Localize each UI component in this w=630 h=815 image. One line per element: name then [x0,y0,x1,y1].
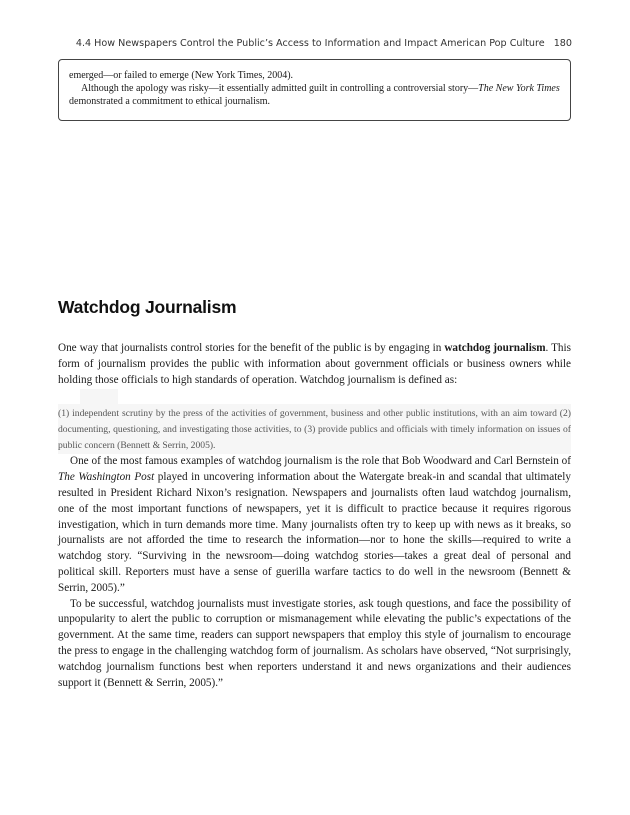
paragraph-intro [58,341,571,388]
section-title: Watchdog Journalism [58,297,237,317]
running-header [76,38,572,49]
definition-text: (1) independent scrutiny by the press of the activities of government, business and other public institutions, with an aim toward (2) documenting, questioning, and investigating those activities, to (3) provide publics and officials with timely information on issues of public concern (Bennett & Serrin, 2005). [58,408,571,452]
watergate-text: One of the most famous examples of watchdog journalism is the role that Bob Woodward and Carl Bernstein of [70,455,571,468]
callout-line: emerged—or failed to emerge (New York Times, 2004). [69,70,294,81]
body-text [58,341,571,691]
callout-text-end: demonstrated a commitment to ethical journalism. [69,96,271,108]
callout-italic: The New York Times [478,83,560,95]
key-term: watchdog journalism [444,342,546,354]
definition-quote [58,404,571,454]
intro-text: One way that journalists control stories for the benefit of the public is by engaging in [58,342,445,354]
intro-text-end: . This form of journalism provides the public with information about government officials or business owners while holding those officials to high standards of operation. Watchdog journalism is defined as: [58,342,571,386]
paragraph-success: To be successful, watchdog journalists must investigate stories, ask tough questions, and face the possibility of unpopularity to alert the public to corruption or mismanagement while elevating the public’s expectations of the government. At the same time, readers can support newspapers that employ this style of journalism to encourage the press to engage in the challenging watchdog form of journalism. As scholars have observed, “Not surprisingly, watchdog journalism functions best when reporters understand it and news organizations and their audiences support it (Bennett & Serrin, 2005).” [58,597,571,689]
paragraph-watergate [58,454,571,596]
watergate-text-end: played in uncovering information about the Watergate break-in and scandal that ultimately resulted in President Richard Nixon’s resignation. Newspapers and journalists often laud watchdog journalism, one of the most important functions of newspapers, yet it is difficult to practice because it requires rigorous investigation, which in turn demands more time. Many journalists often try to keep up with news as it breaks, so journalists are not afforded the time to research the information—nor to hone the skills—required to write a watchdog story. “Surviving in the newsroom—doing watchdog stories—takes a great deal of personal and political skill. Reporters must have a sense of guerilla warfare tactics to do well in the newsroom (Bennett & Serrin, 2005).” [58,471,571,594]
running-title: 4.4 How Newspapers Control the Public’s Access to Information and Impact American Pop Culture [75,38,545,49]
callout-box [58,59,571,121]
page-number: 180 [553,38,572,49]
callout-text: Although the apology was risky—it essentially admitted guilt in controlling a controversial story— [81,83,479,95]
publication-name: The Washington Post [58,471,155,484]
callout-paragraph [69,82,560,108]
quote-highlight-tab [80,389,118,404]
